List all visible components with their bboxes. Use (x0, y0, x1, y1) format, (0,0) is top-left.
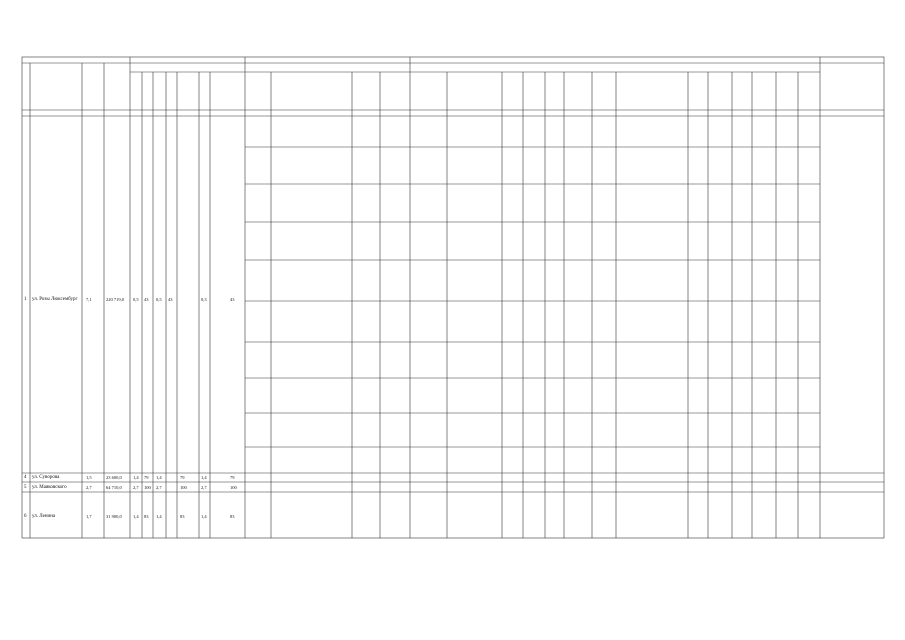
val-4c: 1,4 (156, 475, 162, 480)
val-5f: 100 (230, 485, 237, 490)
value-2: 43 (144, 297, 149, 302)
sub-reason-9 (273, 454, 350, 468)
header-col-objects (412, 58, 818, 64)
val-6b: 83 (144, 514, 149, 519)
street-name-4: ул. Суворова (32, 475, 60, 480)
sub-reason-1 (273, 160, 350, 172)
length-5: 2,7 (86, 485, 92, 490)
val-5e: 2,7 (201, 485, 207, 490)
val-6f: 83 (230, 514, 235, 519)
header-col-reason (273, 86, 350, 98)
header-col-group (132, 58, 242, 70)
val-6d: 83 (180, 514, 185, 519)
header-col-address (247, 80, 269, 104)
val-4d: 79 (180, 475, 185, 480)
street-name: ул. Розы Люксембург (32, 297, 78, 302)
header-col-works2 (618, 108, 686, 113)
val-6c: 1,4 (156, 514, 162, 519)
sub-address-1 (246, 152, 270, 182)
val-5c: 2,7 (156, 485, 162, 490)
val-4e: 1,4 (201, 475, 207, 480)
sub-address-5 (246, 306, 270, 338)
street-name-6: ул. Ленина (32, 514, 56, 519)
sub-reason-8 (273, 422, 350, 436)
val-4f: 79 (230, 475, 235, 480)
value-4: 43 (168, 297, 173, 302)
length-6: 1,7 (86, 514, 92, 519)
sub-reason-7 (273, 388, 350, 402)
val-4b: 79 (144, 475, 149, 480)
header-col-units (503, 80, 563, 108)
area-4: 23 600,0 (106, 475, 122, 480)
length-4: 1,5 (86, 475, 92, 480)
row-number-4: 4 (24, 475, 27, 480)
header-col-works (449, 108, 501, 113)
val-4a: 1,4 (133, 475, 139, 480)
sub-address-2 (246, 190, 270, 220)
value-3: 0,5 (156, 297, 162, 302)
header-col-cost (566, 80, 614, 108)
header-col-address-obj (412, 88, 446, 96)
area-5: 64 710,0 (106, 485, 122, 490)
sub-address-4 (246, 266, 270, 298)
sub-address-7 (246, 382, 270, 412)
val-6a: 1,4 (133, 514, 139, 519)
val-5a: 2,7 (133, 485, 139, 490)
value-6: 43 (230, 297, 235, 302)
sub-address-3 (246, 226, 270, 258)
sub-address-9 (246, 452, 270, 472)
value-5: 0,3 (201, 297, 207, 302)
street-name-5: ул. Маяковского (32, 485, 67, 490)
header-col-street (33, 74, 80, 108)
val-5d: 100 (180, 485, 187, 490)
header-col-note (822, 88, 882, 96)
sub-reason-4 (273, 274, 350, 288)
header-col-dtp (248, 58, 408, 64)
sub-reason-6 (273, 354, 350, 368)
road-length: 7,1 (86, 297, 92, 302)
val-6e: 1,4 (201, 514, 207, 519)
area-6: 31 900,0 (106, 514, 122, 519)
sub-address-6 (246, 346, 270, 376)
header-col-length (84, 80, 128, 108)
road-area: 220 719,0 (106, 297, 124, 302)
header-col-dates (180, 72, 240, 78)
row-number: 1 (24, 297, 27, 302)
val-5b: 100 (144, 485, 151, 490)
row-number-5: 5 (24, 485, 27, 490)
header-col-address2 (353, 80, 379, 102)
sub-reason-5 (273, 314, 350, 328)
sub-reason-2 (273, 196, 350, 210)
sub-reason-3 (273, 234, 350, 248)
sub-address-8 (246, 418, 270, 446)
value-1: 0,5 (133, 297, 139, 302)
row-number-6: 6 (24, 514, 27, 519)
header-col-address3 (381, 80, 409, 102)
